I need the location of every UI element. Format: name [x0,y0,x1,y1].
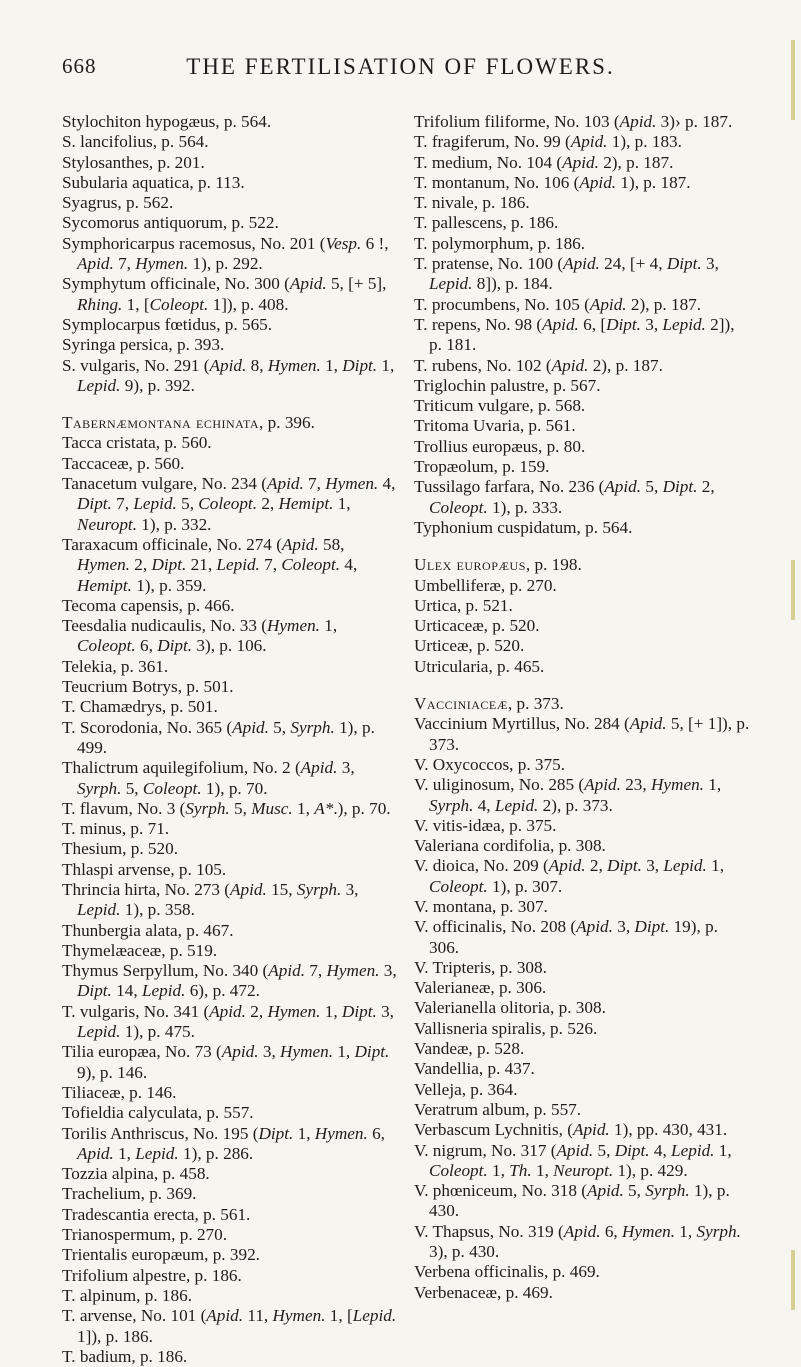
index-entry: T. minus, p. 71. [62,819,170,839]
index-entry: Symphytum officinale, No. 300 (Apid. 5, [+ 5], Rhing. 1, [Coleopt. 1]), p. 408. [62,274,387,314]
page-number: 668 [62,54,97,78]
index-entry: Syringa persica, p. 393. [62,335,225,355]
index-entry: T. Chamædrys, p. 501. [62,697,218,717]
index-entry: Taccaceæ, p. 560. [62,453,185,473]
index-entry: Typhonium cuspidatum, p. 564. [414,517,633,537]
index-entry: Verbenaceæ, p. 469. [414,1282,553,1302]
running-title: THE FERTILISATION OF FLOWERS. [186,54,615,79]
index-entry: Vandellia, p. 437. [414,1059,535,1079]
index-entry: Tecoma capensis, p. 466. [62,595,235,615]
index-entry: Tabernæmontana echinata, p. 396. [62,413,315,433]
index-entry: Syagrus, p. 562. [62,193,174,213]
index-entry: T. repens, No. 98 (Apid. 6, [Dipt. 3, Lepid. 2]), p. 181. [414,314,735,355]
index-entry: Tussilago farfara, No. 236 (Apid. 5, Dipt. 2, Coleopt. 1), p. 333. [414,477,715,517]
index-entry: T. fragiferum, No. 99 (Apid. 1), p. 183. [414,132,682,152]
index-entry: Tozzia alpina, p. 458. [62,1164,210,1184]
page-edge-stain [791,1250,795,1310]
index-entry: Tradescantia erecta, p. 561. [62,1204,251,1224]
index-entry: Urtica, p. 521. [414,595,513,615]
index-entry: V. montana, p. 307. [414,896,548,916]
index-entry: T. nivale, p. 186. [414,193,530,213]
index-entry: V. nigrum, No. 317 (Apid. 5, Dipt. 4, Lepid. 1, Coleopt. 1, Th. 1, Neuropt. 1), p. 429. [414,1140,732,1180]
page-edge-stain [791,560,795,620]
index-entry: V. dioica, No. 209 (Apid. 2, Dipt. 3, Lepid. 1, Coleopt. 1), p. 307. [414,856,725,896]
index-entry: T. Scorodonia, No. 365 (Apid. 5, Syrph. 1), p. 499. [62,717,375,757]
index-entry: Triticum vulgare, p. 568. [414,396,586,416]
index-entry: T. pallescens, p. 186. [414,213,559,233]
index-entry: T. montanum, No. 106 (Apid. 1), p. 187. [414,172,691,192]
index-entry: Urticeæ, p. 520. [414,636,525,656]
index-entry: Veratrum album, p. 557. [414,1099,582,1119]
index-entry: Thymus Serpyllum, No. 340 (Apid. 7, Hymen. 3, Dipt. 14, Lepid. 6), p. 472. [62,961,397,1001]
index-entry: Tanacetum vulgare, No. 234 (Apid. 7, Hymen. 4, Dipt. 7, Lepid. 5, Coleopt. 2, Hemipt. 1, Neuropt. 1), p. 332. [62,474,396,534]
index-column-right [414,112,750,1303]
page-edge-stain [791,40,795,120]
index-entry: Trollius europæus, p. 80. [414,436,586,456]
index-entry: Tofieldia calyculata, p. 557. [62,1103,254,1123]
index-entry: Valerianeæ, p. 306. [414,978,547,998]
index-entry: Trianospermum, p. 270. [62,1225,228,1245]
index-entry: T. vulgaris, No. 341 (Apid. 2, Hymen. 1, Dipt. 3, Lepid. 1), p. 475. [62,1001,394,1042]
index-entry: Thlaspi arvense, p. 105. [62,859,227,879]
index-entry: Vandeæ, p. 528. [414,1039,525,1059]
index-entry: V. Oxycoccos, p. 375. [414,754,566,774]
index-entry: Valeriana cordifolia, p. 308. [414,836,606,856]
index-entry: Trachelium, p. 369. [62,1184,197,1204]
index-entry: Trientalis europæum, p. 392. [62,1245,260,1265]
index-entry: V. Thapsus, No. 319 (Apid. 6, Hymen. 1, Syrph. 3), p. 430. [414,1221,741,1262]
index-entry: Subularia aquatica, p. 113. [62,172,245,192]
index-entry: S. vulgaris, No. 291 (Apid. 8, Hymen. 1, Dipt. 1, Lepid. 9), p. 392. [62,355,395,395]
index-entry: T. medium, No. 104 (Apid. 2), p. 187. [414,152,674,172]
index-entry: Thunbergia alata, p. 467. [62,920,234,940]
index-entry: T. polymorphum, p. 186. [414,233,586,253]
index-entry: Taraxacum officinale, No. 274 (Apid. 58, Hymen. 2, Dipt. 21, Lepid. 7, Coleopt. 4, Hemipt. 1), p. 359. [62,534,358,595]
index-entry: Tiliaceæ, p. 146. [62,1082,177,1102]
index-entry: V. officinalis, No. 208 (Apid. 3, Dipt. 19), p. 306. [414,917,718,957]
page-header [0,54,801,88]
index-entry: Thalictrum aquilegifolium, No. 2 (Apid. 3, Syrph. 5, Coleopt. 1), p. 70. [62,758,355,798]
index-entry: V. vitis-idæa, p. 375. [414,815,557,835]
index-entry: T. pratense, No. 100 (Apid. 24, [+ 4, Dipt. 3, Lepid. 8]), p. 184. [414,254,719,294]
index-entry: Sycomorus antiquorum, p. 522. [62,213,279,233]
index-entry: Tacca cristata, p. 560. [62,433,212,453]
index-entry: Tilia europæa, No. 73 (Apid. 3, Hymen. 1, Dipt. 9), p. 146. [62,1042,390,1082]
index-entry: Thrincia hirta, No. 273 (Apid. 15, Syrph. 3, Lepid. 1), p. 358. [62,879,359,920]
index-entry: Triglochin palustre, p. 567. [414,375,601,395]
index-entry: Utricularia, p. 465. [414,656,545,676]
index-entry: Thesium, p. 520. [62,839,179,859]
index-entry: T. arvense, No. 101 (Apid. 11, Hymen. 1, [Lepid. 1]), p. 186. [62,1306,397,1346]
index-entry: Vallisneria spiralis, p. 526. [414,1018,598,1038]
index-entry: Umbelliferæ, p. 270. [414,575,557,595]
index-entry: Valerianella olitoria, p. 308. [414,998,606,1018]
index-entry: Telekia, p. 361. [62,656,169,676]
index-entry: Vacciniaceæ, p. 373. [414,694,564,714]
index-entry: V. uliginosum, No. 285 (Apid. 23, Hymen. 1, Syrph. 4, Lepid. 2), p. 373. [414,775,722,815]
index-entry: Thymelæaceæ, p. 519. [62,940,218,960]
index-entry: T. rubens, No. 102 (Apid. 2), p. 187. [414,355,663,375]
index-entry: T. flavum, No. 3 (Syrph. 5, Musc. 1, A*.), p. 70. [62,798,391,818]
index-entry: T. alpinum, p. 186. [62,1285,193,1305]
index-entry: S. lancifolius, p. 564. [62,132,209,152]
index-entry: Torilis Anthriscus, No. 195 (Dipt. 1, Hymen. 6, Apid. 1, Lepid. 1), p. 286. [62,1123,385,1163]
index-entry: Symplocarpus fœtidus, p. 565. [62,314,273,334]
index-entry: T. badium, p. 186. [62,1346,188,1366]
index-entry: Teucrium Botrys, p. 501. [62,677,234,697]
index-entry: V. Tripteris, p. 308. [414,957,547,977]
index-entry: Tropæolum, p. 159. [414,457,550,477]
index-entry: Velleja, p. 364. [414,1079,518,1099]
index-entry: V. phœniceum, No. 318 (Apid. 5, Syrph. 1), p. 430. [414,1181,730,1221]
index-column-left [62,112,398,1367]
index-entry: Urticaceæ, p. 520. [414,616,540,636]
index-entry: Ulex europæus, p. 198. [414,555,582,575]
index-entry: Tritoma Uvaria, p. 561. [414,416,576,436]
index-entry: Verbascum Lychnitis, (Apid. 1), pp. 430, 431. [414,1120,728,1140]
index-entry: T. procumbens, No. 105 (Apid. 2), p. 187. [414,294,702,314]
index-entry: Trifolium filiforme, No. 103 (Apid. 3)› p. 187. [414,112,733,131]
index-entry: Stylochiton hypogæus, p. 564. [62,112,272,131]
index-entry: Vaccinium Myrtillus, No. 284 (Apid. 5, [+ 1]), p. 373. [414,714,750,754]
index-entry: Stylosanthes, p. 201. [62,152,205,172]
index-entry: Trifolium alpestre, p. 186. [62,1265,242,1285]
index-entry: Verbena officinalis, p. 469. [414,1262,600,1282]
index-entry: Symphoricarpus racemosus, No. 201 (Vesp. 6 !, Apid. 7, Hymen. 1), p. 292. [62,233,389,274]
index-entry: Teesdalia nudicaulis, No. 33 (Hymen. 1, Coleopt. 6, Dipt. 3), p. 106. [62,616,338,656]
